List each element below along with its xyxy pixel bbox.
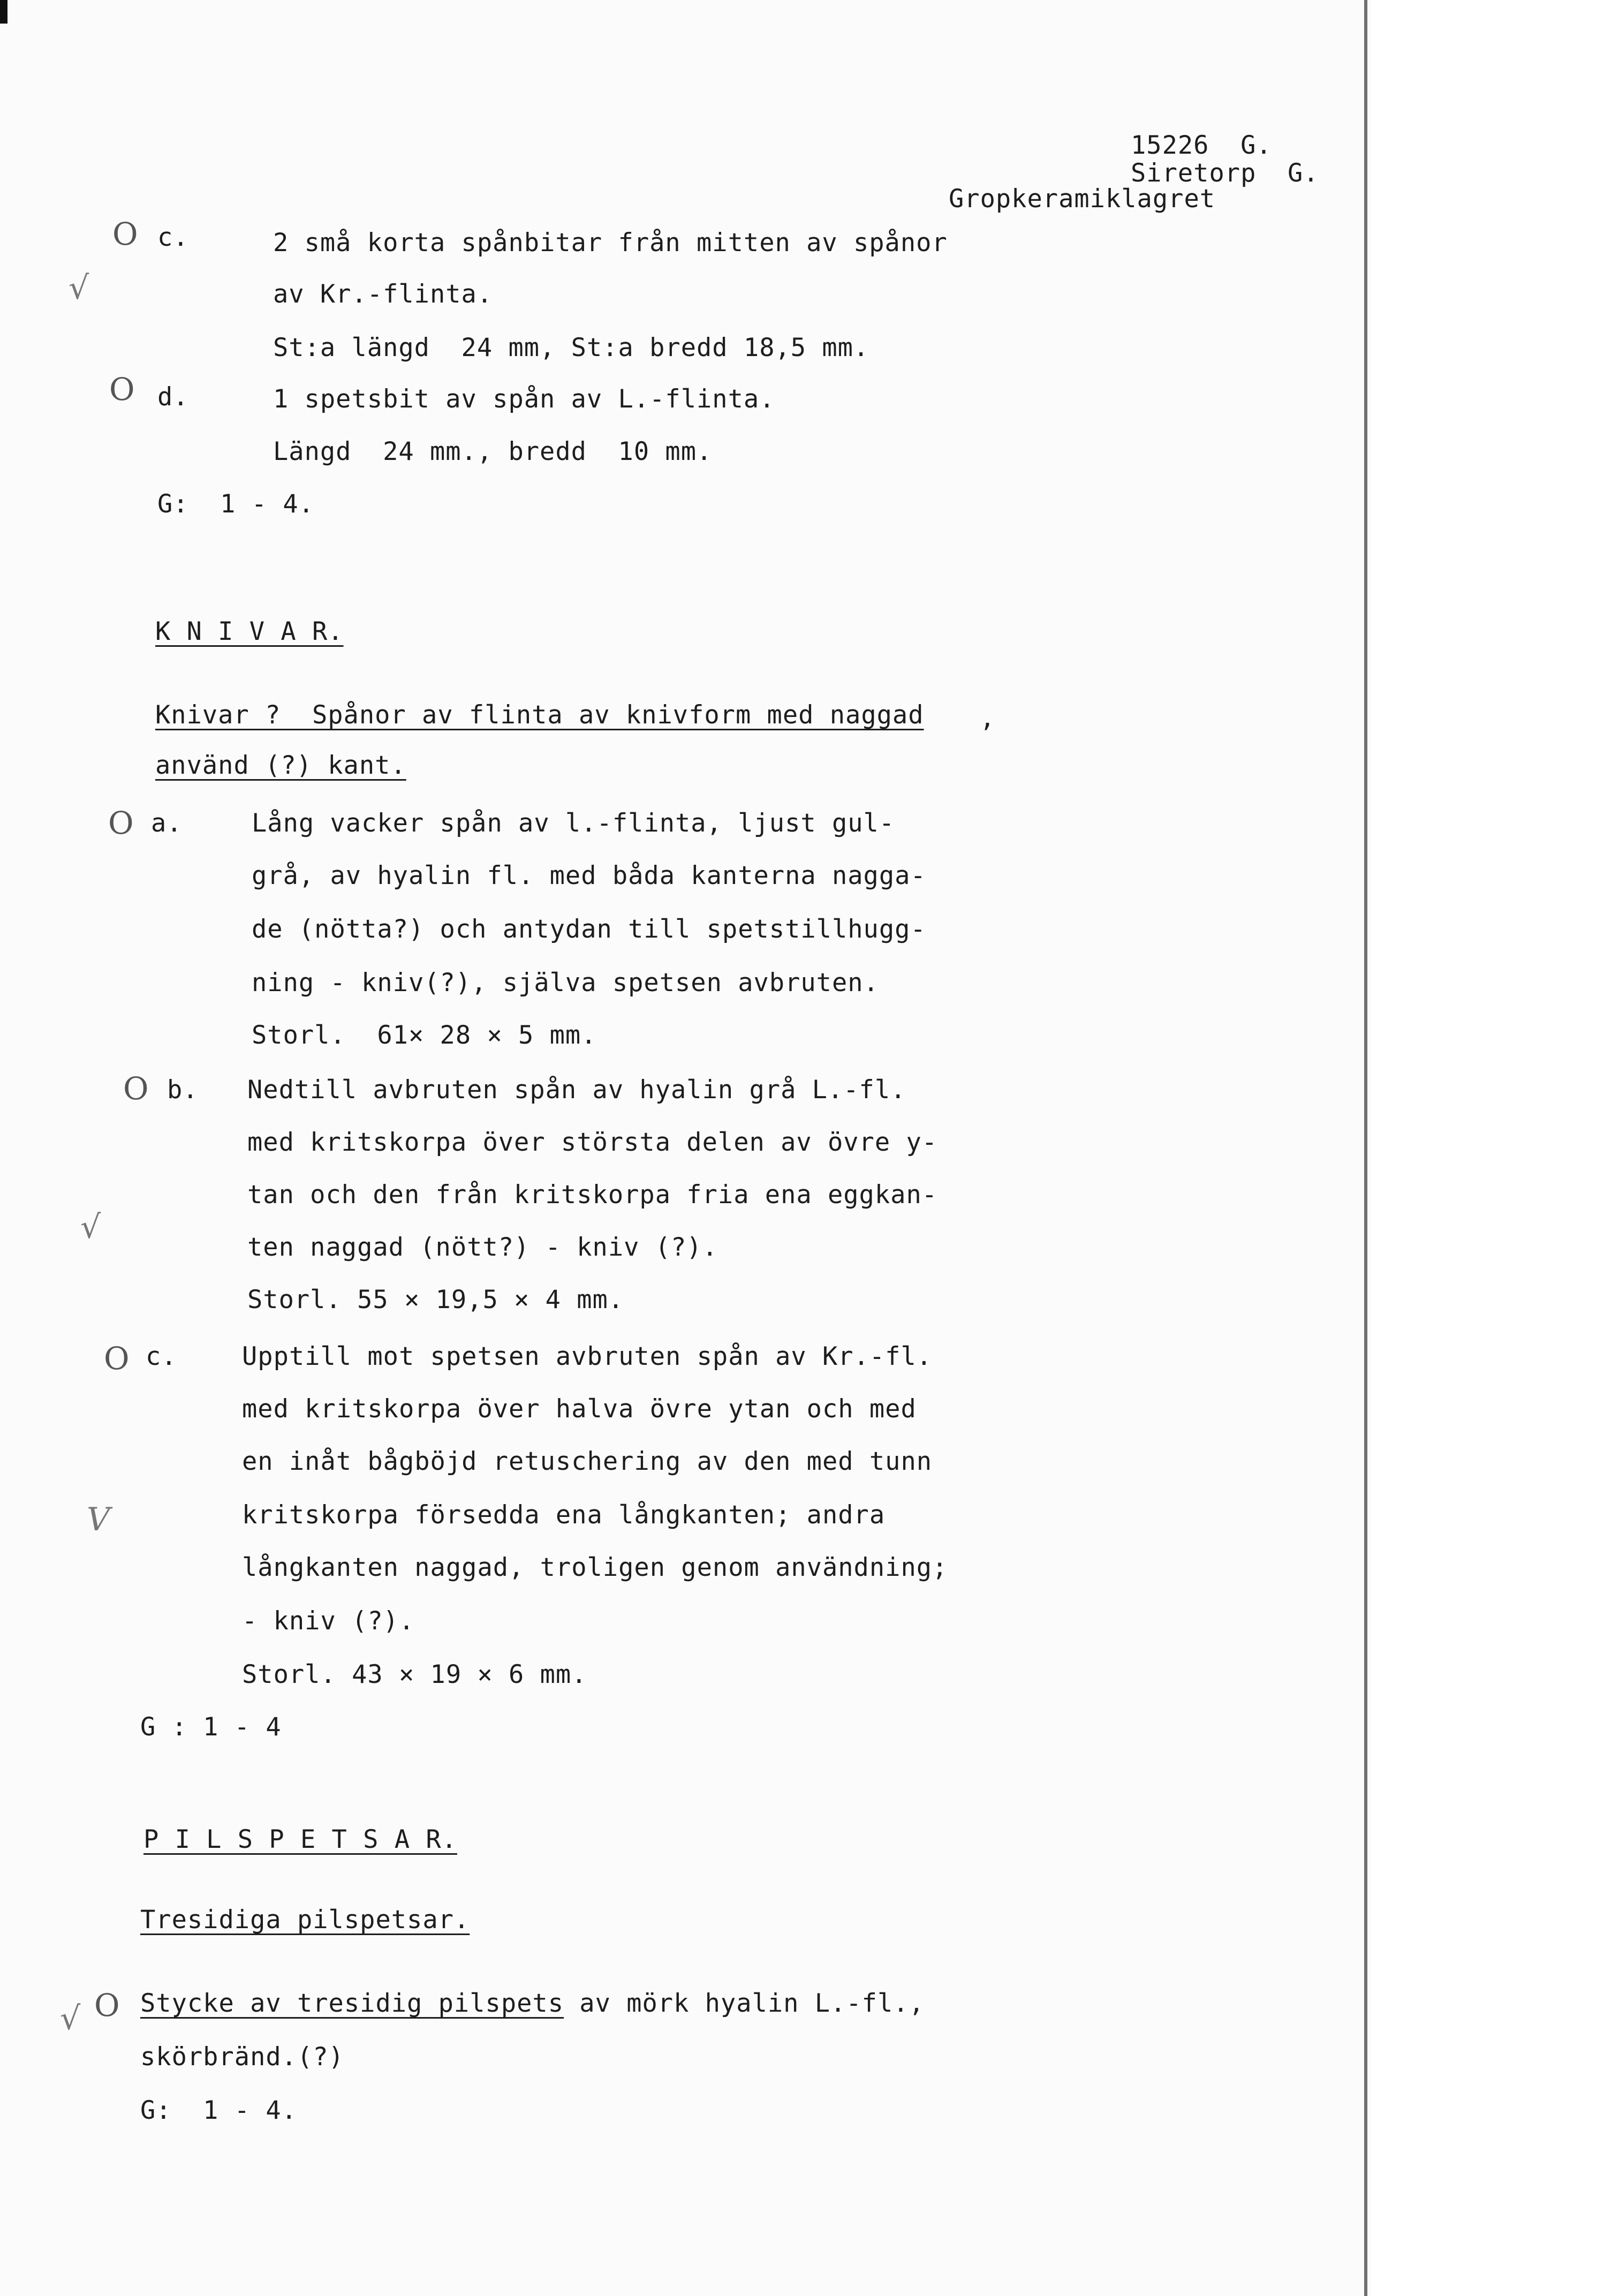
text-line: av Kr.-flinta. [273,280,493,309]
scan-background [1371,0,1619,2296]
circle-mark: O [108,805,134,841]
item-letter: c. [146,1342,177,1371]
catalog-number: 15226 G. [1131,131,1272,160]
text-line [140,1991,925,2016]
text-line: 1 spetsbit av spån av L.-flinta. [273,384,775,414]
circle-mark: O [94,1987,120,2023]
vee-mark: V [87,1501,110,1538]
g-reference: G: 1 - 4. [157,489,314,519]
text-line: Längd 24 mm., bredd 10 mm. [273,437,713,466]
text-line: kritskorpa försedda ena långkanten; andra [242,1500,886,1530]
text-line: - kniv (?). [242,1606,415,1636]
check-mark: √ [69,269,89,307]
knivar-intro-line: använd (?) kant. [155,751,406,780]
section-heading-pilspetsar: P I L S P E T S A R. [143,1825,457,1854]
knivar-intro-line: Knivar ? Spånor av flinta av knivform med naggad [155,700,924,730]
circle-mark: O [123,1070,149,1107]
text-line: de (nötta?) och antydan till spetstillhugg- [252,915,926,944]
text-line: 2 små korta spånbitar från mitten av spånor [273,228,948,258]
text-line: tan och den från kritskorpa fria ena eggkan- [247,1180,938,1210]
text-line: Nedtill avbruten spån av hyalin grå L.-fl. [247,1075,906,1105]
text-line: Upptill mot spetsen avbruten spån av Kr.-fl. [242,1342,933,1371]
item-letter: d. [157,382,189,412]
check-mark: √ [60,2000,81,2037]
size-line: Storl. 61× 28 × 5 mm. [252,1021,597,1050]
text-line: långkanten naggad, troligen genom användning; [242,1553,948,1582]
circle-mark: O [109,371,135,407]
text-line: ning - kniv(?), själva spetsen avbruten. [252,968,879,998]
text-line: med kritskorpa över största delen av övre y- [247,1128,938,1157]
g-reference: G: 1 - 4. [140,2096,297,2125]
text-line: ten naggad (nött?) - kniv (?). [247,1233,718,1262]
section-heading-knivar: K N I V A R. [155,617,344,646]
text-continuation: av mörk hyalin L.-fl., [564,1989,925,2018]
scan-corner-mark [0,0,7,24]
check-mark: √ [80,1209,101,1246]
page-edge-shadow [1364,0,1367,2296]
item-letter: a. [151,809,183,838]
layer-name: Gropkeramiklagret [949,184,1216,214]
subheading-tresidiga: Tresidiga pilspetsar. [140,1905,470,1935]
size-line: Storl. 43 × 19 × 6 mm. [242,1660,587,1689]
size-line: Storl. 55 × 19,5 × 4 mm. [247,1285,624,1315]
text-line: skörbränd.(?) [140,2042,344,2072]
site-name: Siretorp G. [1131,158,1319,188]
text-line: en inåt bågböjd retuschering av den med tunn [242,1447,933,1476]
text-line: St:a längd 24 mm, St:a bredd 18,5 mm. [273,333,869,362]
circle-mark: O [104,1340,130,1377]
intro-comma: , [980,704,995,733]
text-line: grå, av hyalin fl. med båda kanterna nagga- [252,861,926,890]
item-letter: c. [157,223,189,252]
text-line: med kritskorpa över halva övre ytan och med [242,1394,917,1424]
g-reference: G : 1 - 4 [140,1712,282,1742]
text-line: Lång vacker spån av l.-flinta, ljust gul- [252,809,895,838]
item-letter: b. [167,1075,199,1105]
underlined-phrase: Stycke av tresidig pilspets [140,1989,564,2018]
circle-mark: O [112,216,138,252]
